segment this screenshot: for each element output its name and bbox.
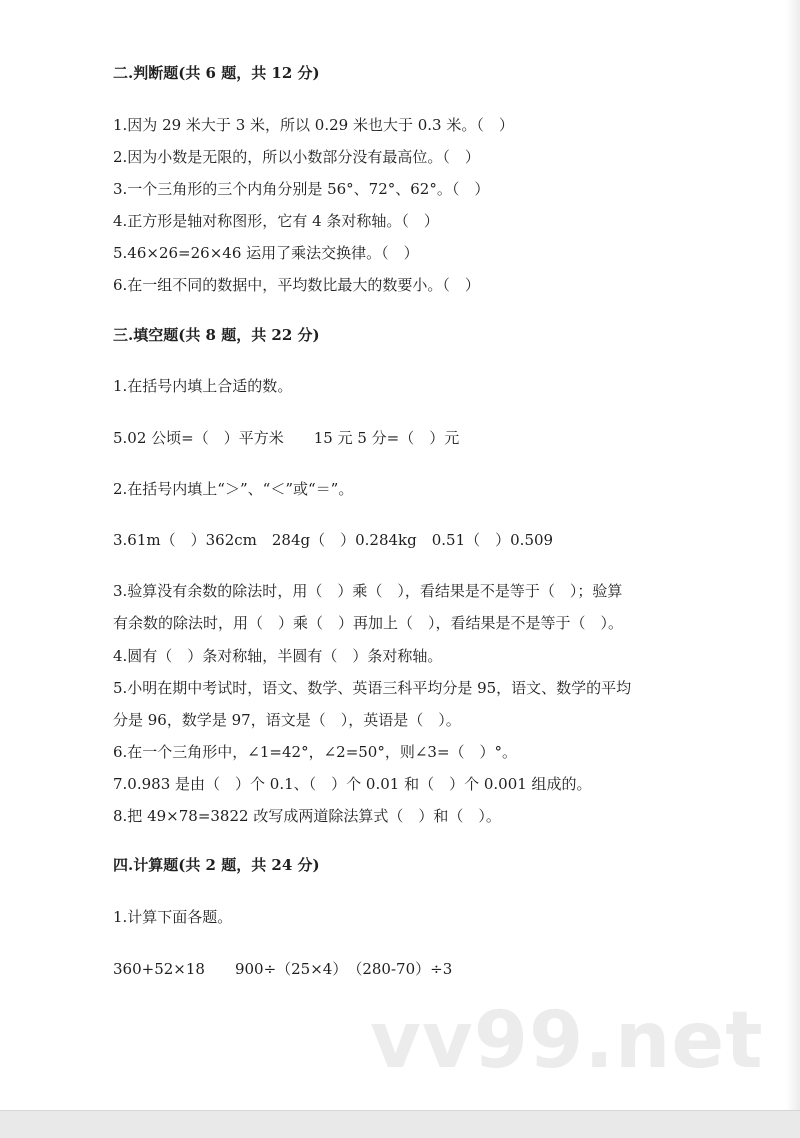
fill-question-2-line: 3.61m（ ）362cm 284g（ ）0.284kg 0.51（ ）0.509 bbox=[113, 531, 554, 549]
fill-question-7: 7.0.983 是由（ ）个 0.1、（ ）个 0.01 和（ ）个 0.001 组成的。 bbox=[113, 775, 592, 793]
fill-question-3-line-a: 3.验算没有余数的除法时，用（ ）乘（ ），看结果是不是等于（ ）；验算 bbox=[113, 582, 623, 600]
fill-question-3-line-b: 有余数的除法时，用（ ）乘（ ）再加上（ ），看结果是不是等于（ ）。 bbox=[113, 614, 624, 632]
judgement-item-3: 3.一个三角形的三个内角分别是 56°、72°、62°。（ ） bbox=[113, 180, 490, 198]
section-3-heading: 三.填空题(共 8 题，共 22 分) bbox=[113, 326, 320, 344]
fill-question-6: 6.在一个三角形中，∠1=42°，∠2=50°，则∠3=（ ）°。 bbox=[113, 743, 518, 761]
section-2-heading: 二.判断题(共 6 题，共 12 分) bbox=[113, 64, 320, 82]
judgement-item-5: 5.46×26=26×46 运用了乘法交换律。（ ） bbox=[113, 244, 419, 262]
judgement-item-6: 6.在一组不同的数据中，平均数比最大的数要小。（ ） bbox=[113, 276, 480, 294]
fill-question-4: 4.圆有（ ）条对称轴，半圆有（ ）条对称轴。 bbox=[113, 647, 443, 665]
fill-question-2: 2.在括号内填上“＞”、“＜”或“＝”。 bbox=[113, 480, 354, 498]
judgement-item-2: 2.因为小数是无限的，所以小数部分没有最高位。（ ） bbox=[113, 148, 480, 166]
fill-question-1: 1.在括号内填上合适的数。 bbox=[113, 377, 293, 395]
fill-question-8: 8.把 49×78=3822 改写成两道除法算式（ ）和（ ）。 bbox=[113, 807, 501, 825]
fill-question-5-line-b: 分是 96，数学是 97，语文是（ ），英语是（ ）。 bbox=[113, 711, 461, 729]
judgement-item-4: 4.正方形是轴对称图形，它有 4 条对称轴。（ ） bbox=[113, 212, 439, 230]
fill-question-5-line-a: 5.小明在期中考试时，语文、数学、英语三科平均分是 95，语文、数学的平均 bbox=[113, 679, 632, 697]
section-4-heading: 四.计算题(共 2 题，共 24 分) bbox=[113, 856, 320, 874]
watermark: vv99.net bbox=[370, 996, 764, 1086]
fill-question-1-line: 5.02 公顷=（ ）平方米 15 元 5 分=（ ）元 bbox=[113, 429, 460, 447]
viewer-bottom-bar bbox=[0, 1110, 800, 1138]
calc-question-1-line: 360+52×18 900÷（25×4） （280-70）÷3 bbox=[113, 960, 453, 978]
judgement-item-1: 1.因为 29 米大于 3 米，所以 0.29 米也大于 0.3 米。（ ） bbox=[113, 116, 514, 134]
page-edge-shadow bbox=[786, 0, 800, 1110]
calc-question-1: 1.计算下面各题。 bbox=[113, 908, 233, 926]
